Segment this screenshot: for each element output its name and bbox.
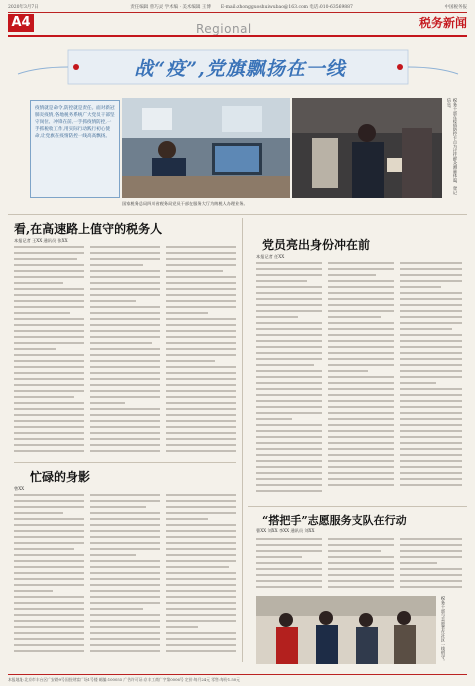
issue-date: 2020年3月7日 [8,5,39,10]
article3-column-3 [400,262,462,502]
feature-photo-checkpoint [292,98,442,198]
regional-label: Regional [196,22,252,36]
feature-photo-office [122,98,290,198]
intro-text: 疫情就是命令,防控就是责任。面对新冠肺炎疫情,各地税务系统广大党员干部坚守岗位、冲锋在前,一手抓疫情防控,一手抓税收工作,用实际行动践行初心使命,让党旗在疫情防控一线高高飘扬。 [35,106,115,139]
article4-byline: 曹XX 刘XX 李XX 通讯员 刘XX [256,528,315,533]
intro-box [30,100,120,198]
page-footer: 本报地址:北京市丰台区广安路9号国投财富广场1号楼 邮编:100055 广告许可证:京丰工商广字第0006号 定价:每月24元 零售:每份1.50元 [8,674,467,683]
article2-title: 忙碌的身影 [30,470,91,484]
paper-name: 中国税务报 [444,5,467,10]
article1-byline: 本报记者 王XX 通讯员 张XX [14,238,68,243]
article4-column-1 [256,538,322,594]
editor-line: 责任编辑 曾巧灵 学术编 · 美术编辑 王博 [130,5,211,10]
article4-title: “搭把手”志愿服务支队在行动 [262,514,407,527]
feature-title: 战“疫”,党旗飘扬在一线 [134,58,346,80]
article4-column-2 [328,538,394,594]
article3-column-1 [256,262,322,502]
article4-caption: 税务干部与志愿者在社区一线值守。 [441,596,446,664]
section-divider [8,214,467,215]
article-divider [14,462,236,463]
article4-photo [256,596,436,664]
article-divider-right [248,506,467,507]
column-divider [242,218,243,662]
article3-column-2 [328,262,394,502]
header-rule [8,35,467,37]
page-number-badge: A4 [8,14,34,32]
masthead-line [8,4,467,12]
article2-column-1 [14,494,84,660]
photo1-caption: 国家税务总局四川省税务局党员干部在服务大厅为纳税人办理业务。 [122,201,248,206]
contact-line: E-mail:zhongguoshuiwubao@163.com 电话:010-63569887 [220,5,353,10]
article1-column-1 [14,246,84,462]
article3-byline: 本报记者 任XX [256,254,285,259]
article2-column-2 [90,494,160,660]
article2-byline: 曾XX [14,486,25,491]
photo2-caption: 税务干部在疫情防控卡点为过往群众测量体温、登记信息。 [447,98,458,195]
top-rule [8,12,467,13]
section-title: 税务新闻 [418,16,467,30]
article2-column-3 [166,494,236,660]
article1-column-3 [166,246,236,462]
article3-title: 党员亮出身份冲在前 [262,238,371,252]
article1-title: 看,在高速路上值守的税务人 [14,222,163,236]
article1-column-2 [90,246,160,462]
article4-column-3 [400,538,462,594]
